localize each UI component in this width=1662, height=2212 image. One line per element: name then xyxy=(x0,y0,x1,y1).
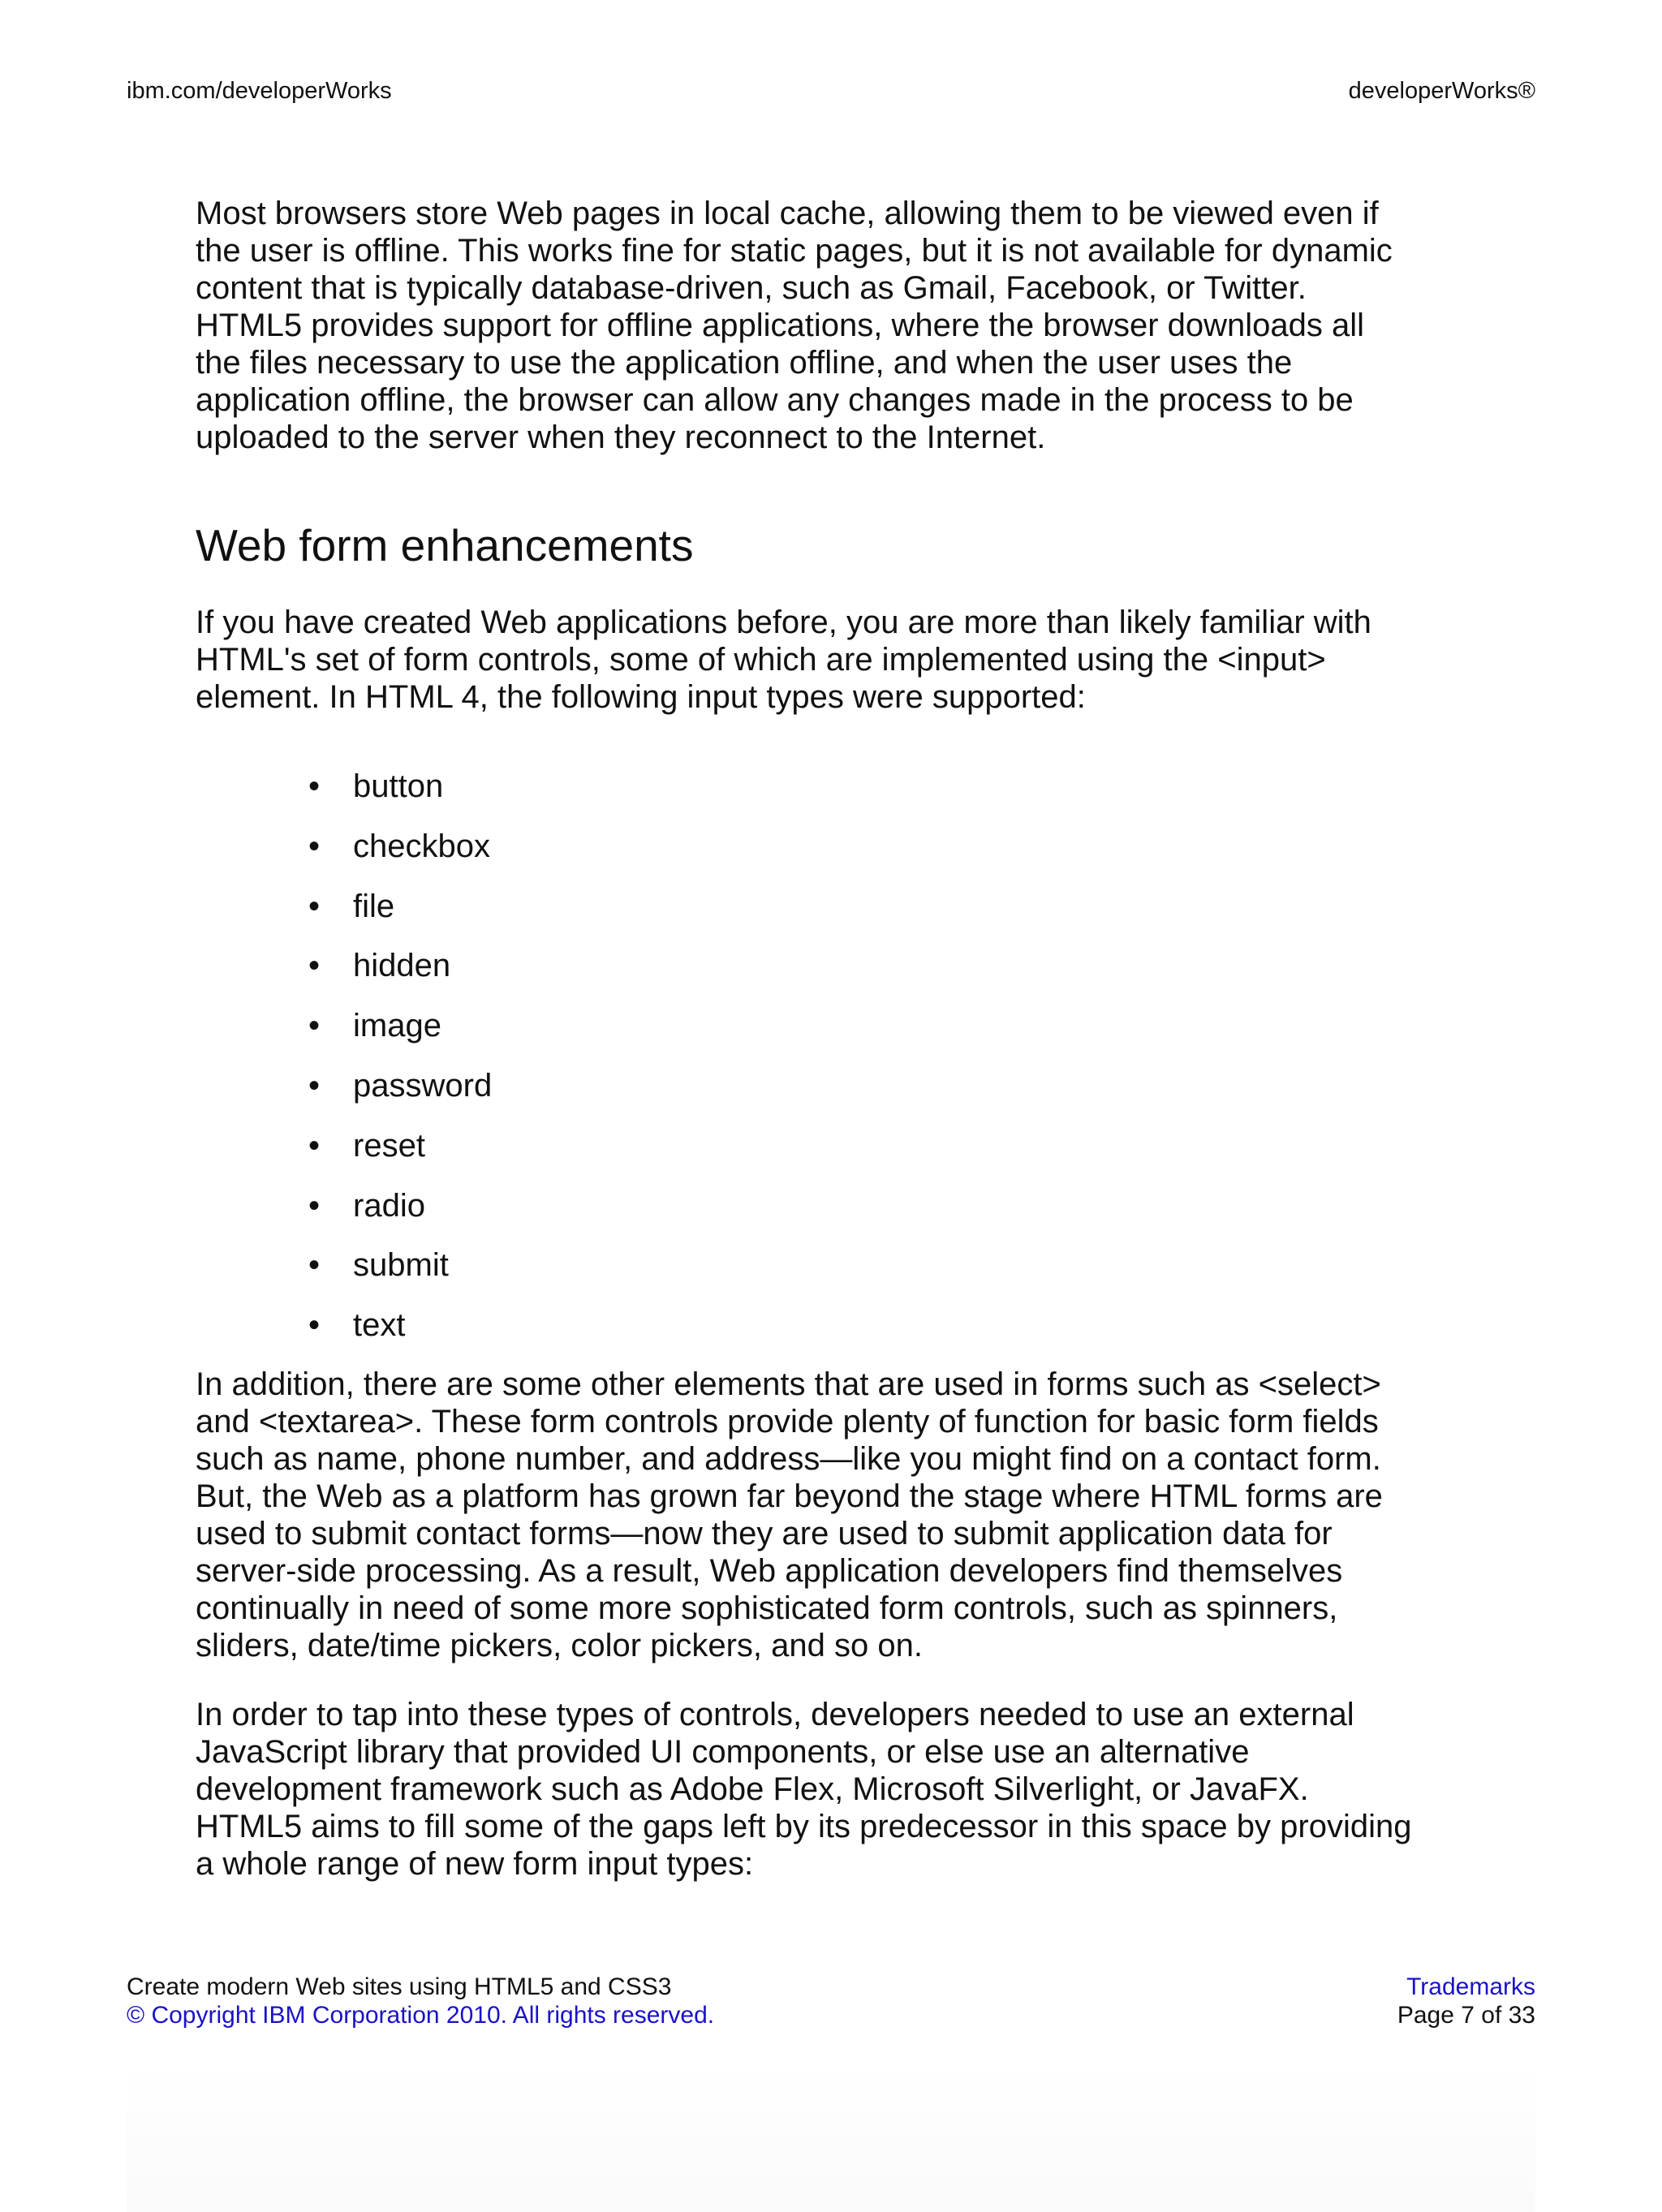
list-item-label: reset xyxy=(353,1127,425,1164)
list-item xyxy=(308,768,492,828)
footer-right xyxy=(1397,1973,1535,2029)
text-line: the user is offline. This works fine for static pages, but it is not available for dynamic xyxy=(196,233,1393,269)
bullet-icon: • xyxy=(308,768,321,804)
text-line: element. In HTML 4, the following input types were supported: xyxy=(196,679,1086,715)
text-line: HTML5 provides support for offline applications, where the browser downloads all xyxy=(196,308,1365,343)
list-item xyxy=(308,1187,492,1247)
list-item-label: image xyxy=(353,1008,441,1044)
text-line: uploaded to the server when they reconnect to the Internet. xyxy=(196,420,1046,455)
bullet-icon: • xyxy=(308,828,321,864)
paragraph-other-elements xyxy=(196,1366,1462,1664)
text-line: But, the Web as a platform has grown far beyond the stage where HTML forms are xyxy=(196,1478,1383,1514)
bullet-icon: • xyxy=(308,1307,321,1344)
text-line: the files necessary to use the application offline, and when the user uses the xyxy=(196,345,1293,381)
list-item xyxy=(308,1007,492,1067)
input-types-list xyxy=(308,768,492,1366)
text-line: Most browsers store Web pages in local cache, allowing them to be viewed even if xyxy=(196,196,1379,231)
text-line: In order to tap into these types of controls, developers needed to use an external xyxy=(196,1697,1354,1732)
header-site-url: ibm.com/developerWorks xyxy=(127,78,392,104)
list-item-label: text xyxy=(353,1307,406,1344)
text-line: a whole range of new form input types: xyxy=(196,1846,754,1882)
footer-article-title: Create modern Web sites using HTML5 and CSS3 xyxy=(127,1973,672,2000)
copyright-link[interactable]: © Copyright IBM Corporation 2010. All rights reserved. xyxy=(127,2002,715,2029)
section-heading: Web form enhancements xyxy=(196,520,694,570)
text-line: used to submit contact forms—now they are used to submit application data for xyxy=(196,1516,1333,1551)
text-line: and <textarea>. These form controls provide plenty of function for basic form fields xyxy=(196,1404,1379,1440)
text-line: HTML's set of form controls, some of which are implemented using the <input> xyxy=(196,642,1326,678)
page-bottom-margin xyxy=(127,2061,1535,2212)
bullet-icon: • xyxy=(308,1067,321,1104)
text-line: If you have created Web applications before, you are more than likely familiar with xyxy=(196,605,1371,640)
bullet-icon: • xyxy=(308,1247,321,1284)
list-item xyxy=(308,1306,492,1366)
list-item xyxy=(308,1246,492,1306)
paragraph-html5-new-types xyxy=(196,1696,1462,1883)
list-item-label: hidden xyxy=(353,948,451,984)
text-line: continually in need of some more sophisticated form controls, such as spinners, xyxy=(196,1590,1338,1626)
list-item-label: submit xyxy=(353,1247,449,1284)
bullet-icon: • xyxy=(308,948,321,984)
header-brand: developerWorks® xyxy=(1348,78,1535,104)
page-number: Page 7 of 33 xyxy=(1397,2002,1535,2029)
paragraph-form-controls-intro xyxy=(196,604,1462,716)
text-line: server-side processing. As a result, Web application developers find themselves xyxy=(196,1553,1343,1589)
bullet-icon: • xyxy=(308,888,321,924)
list-item xyxy=(308,828,492,888)
list-item-label: radio xyxy=(353,1187,425,1224)
text-line: content that is typically database-driven, such as Gmail, Facebook, or Twitter. xyxy=(196,270,1307,306)
text-line: development framework such as Adobe Flex, Microsoft Silverlight, or JavaFX. xyxy=(196,1771,1309,1807)
bullet-icon: • xyxy=(308,1127,321,1164)
text-line: sliders, date/time pickers, color pickers, and so on. xyxy=(196,1628,923,1663)
bullet-icon: • xyxy=(308,1008,321,1044)
list-item-label: password xyxy=(353,1067,493,1104)
footer-left xyxy=(127,1973,714,2029)
trademarks-link[interactable]: Trademarks xyxy=(1406,1973,1535,2000)
list-item-label: checkbox xyxy=(353,828,490,864)
list-item-label: button xyxy=(353,768,444,804)
list-item xyxy=(308,947,492,1007)
text-line: application offline, the browser can allow any changes made in the process to be xyxy=(196,382,1354,418)
bullet-icon: • xyxy=(308,1187,321,1224)
text-line: such as name, phone number, and address—like you might find on a contact form. xyxy=(196,1441,1381,1477)
list-item xyxy=(308,1067,492,1127)
list-item xyxy=(308,1127,492,1187)
paragraph-offline-apps xyxy=(196,195,1462,456)
text-line: In addition, there are some other elements that are used in forms such as <select> xyxy=(196,1366,1381,1402)
text-line: JavaScript library that provided UI components, or else use an alternative xyxy=(196,1734,1250,1770)
list-item-label: file xyxy=(353,888,395,924)
list-item xyxy=(308,888,492,948)
text-line: HTML5 aims to fill some of the gaps left by its predecessor in this space by providing xyxy=(196,1809,1412,1844)
